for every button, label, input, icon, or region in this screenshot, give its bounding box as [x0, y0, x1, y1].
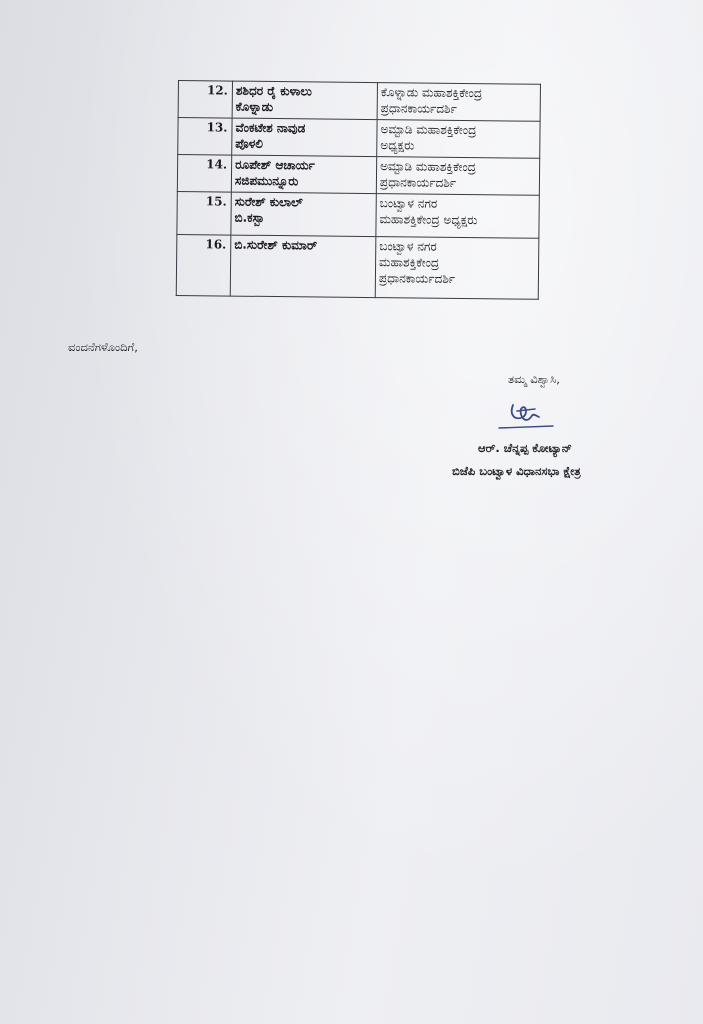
table-row — [178, 118, 540, 159]
signer-name: ಆರ್. ಚೆನ್ನಪ್ಪ ಕೋಟ್ಯಾನ್ — [478, 441, 572, 455]
member-role — [375, 237, 539, 300]
role-line: ಮಹಾಶಕ್ತಿಕೇಂದ್ರ — [379, 255, 440, 270]
yours-faithfully: ತಮ್ಮ ವಿಶ್ವಾಸಿ, — [508, 372, 560, 386]
table-row — [176, 234, 539, 299]
closing-salutation: ವಂದನೆಗಳೊಂದಿಗೆ, — [68, 340, 138, 354]
member-name — [232, 81, 377, 120]
serial-number: 13. — [178, 118, 232, 156]
member-name — [232, 118, 377, 157]
member-role — [376, 194, 539, 239]
member-name — [231, 192, 376, 237]
member-role — [377, 120, 540, 159]
serial-number: 12. — [178, 81, 232, 119]
member-name-line: ರೂಪೇಶ್ ಆಚಾರ್ಯ — [235, 157, 315, 173]
role-line: ಕೊಳ್ನಾಡು ಮಹಾಶಕ್ತಿಕೇಂದ್ರ — [380, 85, 483, 101]
member-name — [231, 155, 376, 194]
role-line: ಪ್ರಧಾನಕಾರ್ಯದರ್ಶಿ — [378, 271, 456, 286]
table-row — [178, 81, 540, 122]
member-place-line: ಕೊಳ್ನಾಡು — [235, 99, 274, 114]
serial-number: 16. — [176, 234, 231, 296]
members-table — [176, 80, 541, 300]
role-line: ಬಂಟ್ವಾಳ ನಗರ — [379, 239, 437, 254]
member-place-line: ಬಿ.ಕಸ್ಬಾ — [234, 210, 265, 225]
signature-image — [495, 395, 557, 433]
signer-designation: ಬಿಜೆಪಿ ಬಂಟ್ವಾಳ ವಿಧಾನಸಭಾ ಕ್ಷೇತ್ರ — [452, 464, 581, 478]
table-row — [177, 191, 539, 238]
role-line: ಅಮ್ಟಾಡಿ ಮಹಾಶಕ್ತಿಕೇಂದ್ರ — [380, 122, 477, 138]
member-place-line: ಪೊಳಲಿ — [235, 136, 263, 151]
serial-number: 15. — [177, 191, 231, 235]
role-line: ಅಧ್ಯಕ್ಷರು — [380, 138, 415, 153]
member-name-line: ಶಶಿಧರ ರೈ ಕುಳಾಲು — [235, 83, 312, 99]
table-row — [177, 155, 539, 196]
role-line: ಪ್ರಧಾನಕಾರ್ಯದರ್ಶಿ — [380, 101, 457, 116]
role-line: ಅಮ್ಟಾಡಿ ಮಹಾಶಕ್ತಿಕೇಂದ್ರ — [380, 159, 477, 175]
member-name-line: ಸುರೇಶ್ ಕುಲಾಲ್ — [234, 194, 303, 210]
member-role — [376, 157, 539, 196]
member-name — [230, 235, 376, 298]
member-role — [377, 83, 540, 122]
role-line: ಪ್ರಧಾನಕಾರ್ಯದರ್ಶಿ — [379, 175, 457, 190]
member-name-line: ಬಿ.ಸುರೇಶ್ ಕುಮಾರ್ — [234, 237, 318, 253]
role-line: ಮಹಾಶಕ್ತಿಕೇಂದ್ರ ಅಧ್ಯಕ್ಷರು — [379, 212, 478, 228]
member-place-line: ಸಜಿಪಮುನ್ನೂರು — [234, 173, 299, 189]
role-line: ಬಂಟ್ವಾಳ ನಗರ — [379, 196, 438, 211]
serial-number: 14. — [177, 155, 231, 193]
member-name-line: ವೆಂಕಟೇಶ ನಾವುಡ — [235, 120, 306, 136]
